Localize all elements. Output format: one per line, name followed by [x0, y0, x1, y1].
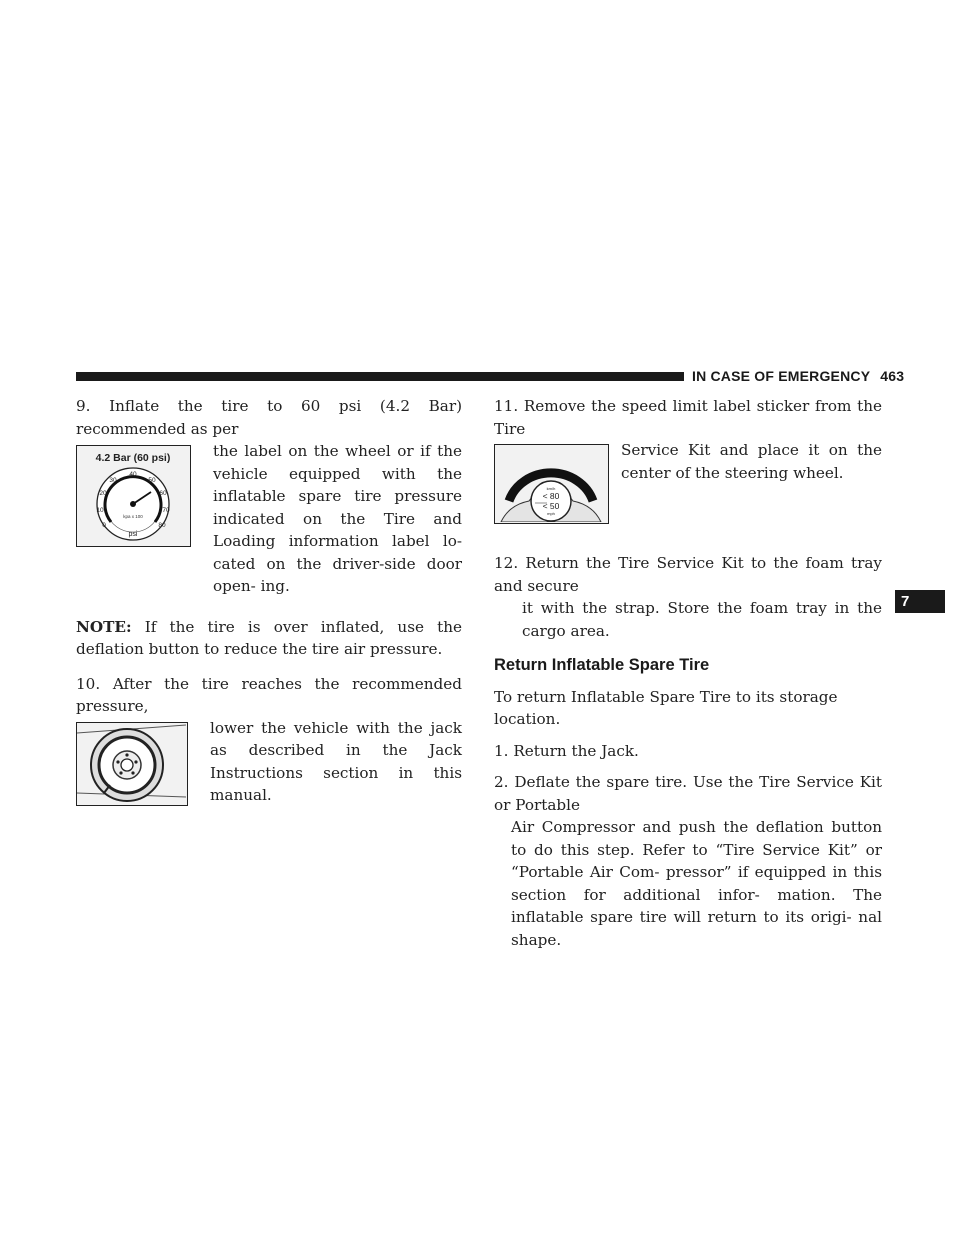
- step-11: [494, 395, 882, 524]
- mph-unit: mph: [547, 511, 555, 516]
- chapter-tab: 7: [895, 590, 945, 613]
- step-12-wrapped: it with the strap. Store the foam tray in the cargo area.: [522, 599, 882, 640]
- gauge-tick: 50: [148, 477, 156, 484]
- gauge-tick: 0: [102, 522, 106, 529]
- gauge-tick: 30: [109, 477, 117, 484]
- note: [76, 616, 462, 661]
- section-intro: To return Inflatable Spare Tire to its storage location.: [494, 687, 838, 728]
- section-heading: Return Inflatable Spare Tire: [494, 656, 710, 674]
- gauge-tick: 10: [96, 507, 104, 514]
- mph-value: < 50: [542, 501, 560, 511]
- pressure-gauge-figure: [76, 445, 191, 547]
- gauge-tick: 20: [99, 490, 107, 497]
- gauge-tick: 80: [158, 522, 166, 529]
- step-12-lead: 12. Return the Tire Service Kit to the foam tray and secure: [494, 554, 883, 595]
- step-11-wrapped: Service Kit and place it on the center of the steering wheel.: [621, 441, 882, 482]
- section-title: IN CASE OF EMERGENCY: [692, 368, 871, 384]
- step-12: [494, 552, 882, 642]
- gauge-subunit: kpa x 100: [123, 514, 143, 519]
- steering-wheel-figure: [494, 444, 609, 524]
- gauge-unit: psi: [128, 531, 138, 538]
- list-item-lead: 2. Deflate the spare tire. Use the Tire Service Kit or Portable: [494, 773, 883, 814]
- gauge-tick: 70: [162, 507, 170, 514]
- running-header: [692, 368, 904, 384]
- step-11-lead: 11. Remove the speed limit label sticker from the Tire: [494, 397, 883, 438]
- gauge-label: 4.2 Bar (60 psi): [95, 452, 171, 464]
- page-number: 463: [880, 368, 905, 384]
- left-column: [76, 395, 462, 807]
- step-number: 9.: [76, 397, 91, 415]
- note-text: If the tire is over inflated, use the deflation button to reduce the tire air pressure.: [76, 617, 462, 658]
- list-number: 1.: [494, 741, 509, 760]
- step-number: 10.: [76, 674, 101, 693]
- kmh-unit: km/h: [546, 486, 556, 491]
- step-10: [76, 673, 462, 807]
- gauge-tick: 60: [159, 490, 167, 497]
- pressure-gauge-icon: [77, 446, 189, 545]
- list-number: 2.: [494, 773, 509, 791]
- list-item-lead: 1. Return the Jack.: [494, 741, 639, 760]
- list-item-wrapped: Air Compressor and push the deflation button to do this step. Refer to “Tire Service Kit” or “Portable Air Com- pressor” if equipped in this section for additional infor- mation. The inflatable spare tire will return to its origi- nal shape.: [511, 818, 882, 949]
- step-10-wrapped: lower the vehicle with the jack as described in the Jack Instructions section in this manual.: [210, 718, 462, 804]
- wheel-figure: [76, 722, 188, 806]
- list-item: [494, 740, 882, 763]
- step-number: 12.: [494, 554, 519, 572]
- gauge-tick: 40: [129, 471, 137, 478]
- steering-wheel-icon: [495, 445, 607, 522]
- header-rule: [76, 372, 684, 381]
- step-10-lead: 10. After the tire reaches the recommended pressure,: [76, 674, 462, 715]
- note-label: NOTE:: [76, 617, 132, 636]
- step-9-wrapped: the label on the wheel or if the vehicle equipped with the inflatable spare tire pressure indicated on the Tire and Loading information label lo- cated on the driver-side door open- ing.: [213, 442, 462, 595]
- list-item: [494, 771, 882, 951]
- kmh-value: < 80: [542, 491, 560, 501]
- step-number: 11.: [494, 397, 519, 415]
- step-9: [76, 395, 462, 598]
- step-9-lead: 9. Inflate the tire to 60 psi (4.2 Bar) recommended as per: [76, 397, 463, 438]
- wheel-icon: [77, 723, 186, 804]
- right-column: [494, 395, 882, 951]
